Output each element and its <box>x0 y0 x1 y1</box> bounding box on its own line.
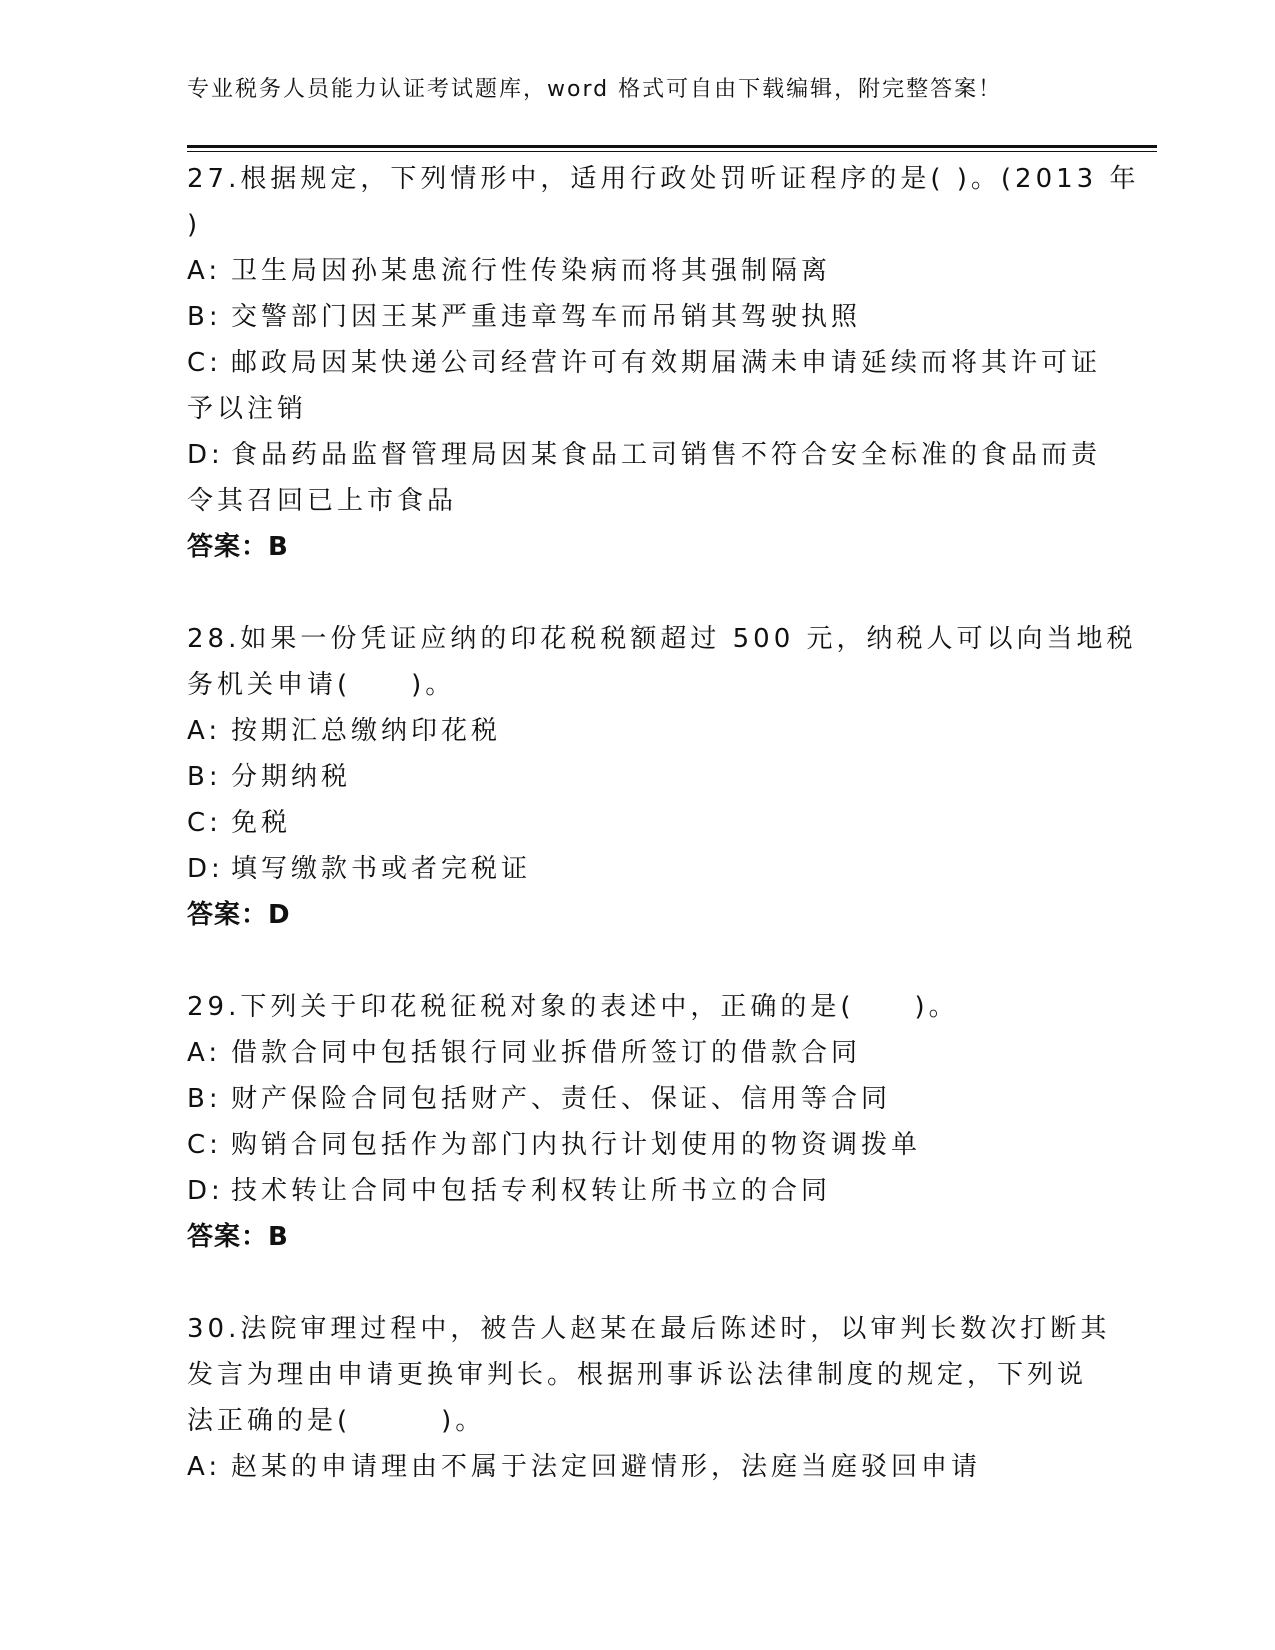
option-text: 邮政局因某快递公司经营许可有效期届满未申请延续而将其许可证 <box>231 348 1102 378</box>
question-block <box>187 984 1087 1260</box>
option-label: D: <box>187 854 224 884</box>
question-stem-line: 30.法院审理过程中，被告人赵某在最后陈述时，以审判长数次打断其 <box>187 1314 1111 1344</box>
page-header: 专业税务人员能力认证考试题库，word 格式可自由下载编辑，附完整答案！ <box>187 77 1003 102</box>
option-label: D: <box>187 1176 224 1206</box>
option-label: C: <box>187 348 222 378</box>
option-text: 按期汇总缴纳印花税 <box>231 716 502 746</box>
answer-line: 答案：B <box>187 532 289 562</box>
option-line <box>187 708 1087 754</box>
option-text: 食品药品监督管理局因某食品工司销售不符合安全标准的食品而责 <box>231 440 1102 470</box>
question-stem-line: 28.如果一份凭证应纳的印花税税额超过 500 元，纳税人可以向当地税 <box>187 624 1137 654</box>
question-block <box>187 1306 1111 1490</box>
question-stem-line: 法正确的是( )。 <box>187 1406 486 1436</box>
option-text: 技术转让合同中包括专利权转让所书立的合同 <box>231 1176 832 1206</box>
option-label: B: <box>187 302 222 332</box>
header-rule <box>187 145 1157 148</box>
option-line <box>187 294 1087 340</box>
question-list <box>187 156 1140 1490</box>
answer-line: 答案：D <box>187 900 291 930</box>
option-line <box>187 1444 1087 1490</box>
option-line <box>187 432 1102 478</box>
option-text: 交警部门因王某严重违章驾车而吊销其驾驶执照 <box>231 302 862 332</box>
option-label: A: <box>187 256 222 286</box>
option-label: D: <box>187 440 224 470</box>
question-stem-line: 发言为理由申请更换审判长。根据刑事诉讼法律制度的规定，下列说 <box>187 1360 1088 1390</box>
option-label: B: <box>187 1084 222 1114</box>
option-line <box>187 386 1087 432</box>
option-line <box>187 340 1102 386</box>
question-stem-line: 27.根据规定，下列情形中，适用行政处罚听证程序的是( )。(2013 年 <box>187 164 1140 194</box>
question-block <box>187 156 1140 570</box>
header-rule-thin <box>187 151 1157 152</box>
option-label: A: <box>187 1452 222 1482</box>
option-line <box>187 1030 1087 1076</box>
question-stem-line: 29.下列关于印花税征税对象的表述中，正确的是( )。 <box>187 992 959 1022</box>
option-label: C: <box>187 808 222 838</box>
option-text: 令其召回已上市食品 <box>187 486 458 516</box>
option-text: 借款合同中包括银行同业拆借所签订的借款合同 <box>231 1038 862 1068</box>
option-label: B: <box>187 762 222 792</box>
option-text: 赵某的申请理由不属于法定回避情形，法庭当庭驳回申请 <box>231 1452 982 1482</box>
option-line <box>187 754 1087 800</box>
option-text: 卫生局因孙某患流行性传染病而将其强制隔离 <box>231 256 832 286</box>
option-line <box>187 800 1087 846</box>
question-block <box>187 616 1137 938</box>
option-label: A: <box>187 716 222 746</box>
option-text: 分期纳税 <box>231 762 352 792</box>
option-line <box>187 478 1087 524</box>
question-stem-line: ) <box>187 210 202 240</box>
option-line <box>187 846 1087 892</box>
option-line <box>187 1076 1087 1122</box>
option-label: A: <box>187 1038 222 1068</box>
question-stem-line: 务机关申请( )。 <box>187 670 456 700</box>
option-line <box>187 248 1087 294</box>
option-text: 予以注销 <box>187 394 308 424</box>
option-line <box>187 1122 1087 1168</box>
option-text: 免税 <box>231 808 292 838</box>
option-text: 财产保险合同包括财产、责任、保证、信用等合同 <box>231 1084 892 1114</box>
answer-line: 答案：B <box>187 1222 289 1252</box>
option-text: 购销合同包括作为部门内执行计划使用的物资调拨单 <box>231 1130 922 1160</box>
option-line <box>187 1168 1087 1214</box>
option-label: C: <box>187 1130 222 1160</box>
option-text: 填写缴款书或者完税证 <box>231 854 532 884</box>
